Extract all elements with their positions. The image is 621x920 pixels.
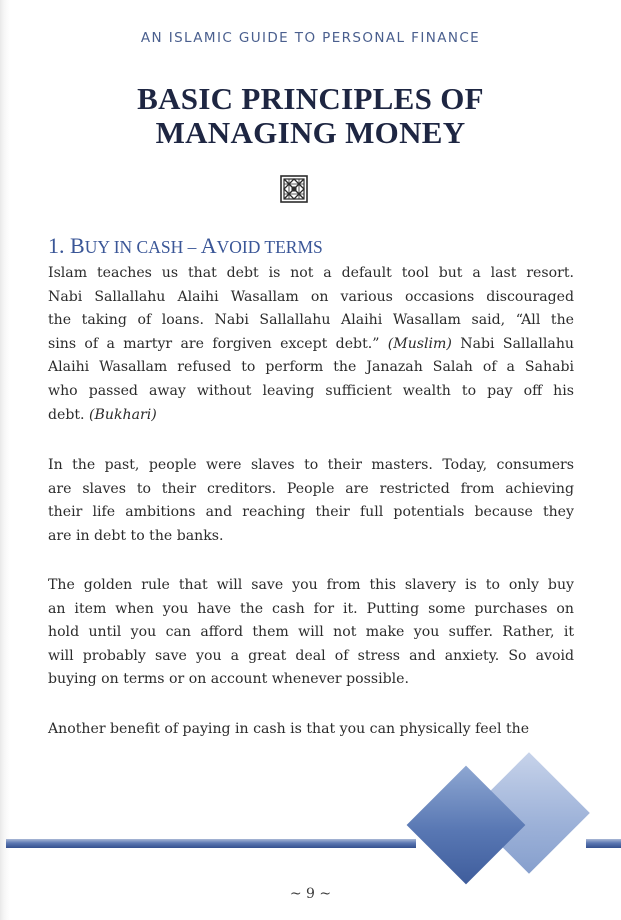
footer-rule-left bbox=[6, 839, 416, 848]
page-number: ~ 9 ~ bbox=[289, 886, 332, 902]
footer-rule-right bbox=[586, 839, 621, 848]
paragraph-line: are in debt to the banks. bbox=[48, 527, 224, 544]
line-text: sins of a martyr are forgiven except debt.” bbox=[48, 335, 388, 352]
paragraph-line: Nabi Sallallahu Alaihi Wasallam on various occasions discouraged bbox=[48, 288, 574, 305]
paragraph-3 bbox=[48, 574, 574, 692]
section-heading-word2-initial: A bbox=[200, 233, 217, 258]
paragraph-line: buying on terms or on account whenever possible. bbox=[48, 671, 409, 688]
ornament-icon bbox=[280, 175, 308, 203]
chapter-title bbox=[0, 82, 621, 150]
paragraph-line: In the past, people were slaves to their masters. Today, consumers bbox=[48, 457, 574, 473]
paragraph-line: Another benefit of paying in cash is that you can physically feel the bbox=[48, 721, 530, 737]
paragraph-4 bbox=[48, 718, 574, 742]
paragraph-line: Alaihi Wasallam refused to perform the Janazah Salah of a Sahabi bbox=[48, 359, 574, 376]
paragraph-1 bbox=[48, 262, 574, 427]
citation-muslim: (Muslim) bbox=[387, 335, 452, 352]
paragraph-line bbox=[48, 404, 574, 428]
paragraph-line: an item when you have the cash for it. Putting some purchases on bbox=[48, 600, 574, 617]
paragraph-line: will probably save you a great deal of stress and anxiety. So avoid bbox=[48, 647, 574, 664]
paragraph-line: the taking of loans. Nabi Sallallahu Alaihi Wasallam said, “All the bbox=[48, 312, 574, 329]
section-heading bbox=[48, 233, 323, 259]
section-heading-prefix: 1. B bbox=[48, 233, 85, 258]
paragraph-line: their life ambitions and reaching their full potentials because they bbox=[48, 504, 574, 521]
paragraph-2 bbox=[48, 454, 574, 548]
paragraph-line: who passed away without leaving sufficient wealth to pay off his bbox=[48, 382, 574, 399]
citation-bukhari: (Bukhari) bbox=[89, 406, 157, 423]
running-header: AN ISLAMIC GUIDE TO PERSONAL FINANCE bbox=[140, 30, 481, 46]
section-heading-word2-rest: VOID TERMS bbox=[216, 237, 323, 257]
line-text: debt. bbox=[48, 406, 90, 423]
paragraph-line: The golden rule that will save you from this slavery is to only buy bbox=[48, 577, 574, 593]
paragraph-line: hold until you can afford them will not make you suffer. Rather, it bbox=[48, 624, 574, 641]
paragraph-line bbox=[48, 333, 574, 357]
paragraph-line: are slaves to their creditors. People are restricted from achieving bbox=[48, 480, 574, 497]
chapter-title-line-2: MANAGING MONEY bbox=[155, 115, 466, 150]
chapter-title-line-1: BASIC PRINCIPLES OF bbox=[137, 81, 484, 116]
line-text: Nabi Sallallahu bbox=[451, 335, 574, 352]
paragraph-line: Islam teaches us that debt is not a default tool but a last resort. bbox=[48, 265, 574, 281]
section-heading-word1-rest: UY IN CASH – bbox=[84, 237, 201, 257]
